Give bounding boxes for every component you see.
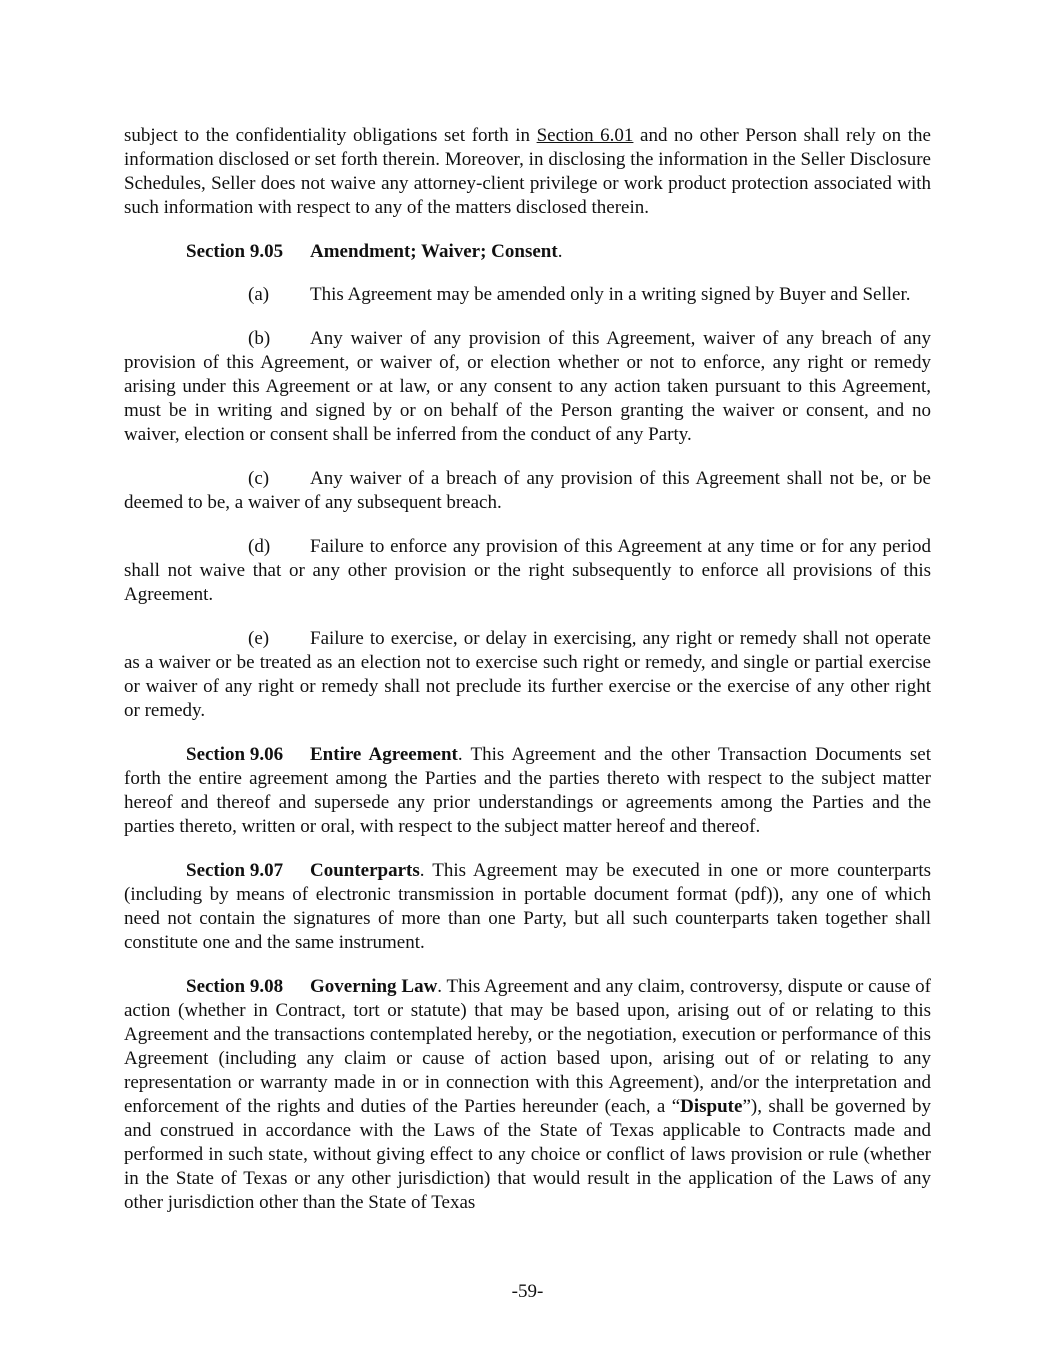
section-text: . This Agreement and any claim, controversy, dispute or cause of action (whether in Contract, tort or statute) that may be based upon, arising out of or relating to this Agreement and the transactions contemplated hereby, or the negotiation, execution or performance of this Agreement (including any claim or cause of action based upon, arising out of or relating to any representation or warranty made in or in connection with this Agreement), and/or the interpretation and enforcement of the rights and duties of the Parties hereunder (each, a “ xyxy=(124,976,931,1117)
clause-a xyxy=(124,283,931,307)
paragraph-text: subject to the confidentiality obligations set forth in xyxy=(124,125,537,146)
section-908 xyxy=(124,975,931,1215)
section-text: . This Agreement and the other Transaction Documents set forth the entire agreement among the Parties and the parties thereto with respect to the subject matter hereof and thereof and supersede any prior understandings or agreements among the Parties and the parties thereto, written or oral, with respect to the subject matter hereof and thereof. xyxy=(124,744,932,837)
clause-d xyxy=(124,535,931,607)
page-number: -59- xyxy=(511,1281,544,1302)
clause-label: (c) xyxy=(248,468,270,489)
clause-label: (d) xyxy=(248,536,271,557)
section-907 xyxy=(124,859,931,955)
clause-b xyxy=(124,327,931,447)
section-number: Section 9.08 xyxy=(186,976,284,997)
section-number: Section 9.06 xyxy=(186,744,284,765)
section-title: Governing Law xyxy=(310,976,438,997)
section-title: Entire Agreement xyxy=(310,744,458,765)
clause-text: Failure to exercise, or delay in exercising, any right or remedy shall not operate as a waiver or be treated as an election not to exercise such right or remedy, and single or partial exercise or waiver of any right or remedy shall not preclude its further exercise or the exercise of any other right or remedy. xyxy=(124,628,931,721)
clause-text: Any waiver of a breach of any provision of this Agreement shall not be, or be deemed to be, a waiver of any subsequent breach. xyxy=(124,468,931,513)
clause-text: Failure to enforce any provision of this Agreement at any time or for any period shall not waive that or any other provision or the right subsequently to enforce all provisions of this Agreement. xyxy=(124,536,931,605)
clause-e xyxy=(124,627,931,723)
section-title: Amendment; Waiver; Consent xyxy=(310,241,558,262)
clause-c xyxy=(124,467,931,515)
clause-label: (e) xyxy=(248,628,270,649)
section-title-period: . xyxy=(557,241,563,262)
document-page xyxy=(124,124,931,1235)
continuation-paragraph xyxy=(124,124,931,220)
section-text: ”), shall be governed by and construed in accordance with the Laws of the State of Texas applicable to Contracts made and performed in such state, without giving effect to any choice or conflict of laws provision or rule (whether in the State of Texas or any other jurisdiction) that would result in the application of the Laws of any other jurisdiction other than the State of Texas xyxy=(124,1096,931,1213)
clause-text: Any waiver of any provision of this Agreement, waiver of any breach of any provision of this Agreement, or waiver of, or election whether or not to enforce, any right or remedy arising under this Agreement or at law, or any consent to any action taken pursuant to this Agreement, must be in writing and signed by or on behalf of the Person granting the waiver or consent, and no waiver, election or consent shall be inferred from the conduct of any Party. xyxy=(124,328,931,445)
section-906 xyxy=(124,743,931,839)
defined-term: Dispute xyxy=(680,1096,743,1117)
section-number: Section 9.05 xyxy=(186,241,284,262)
clause-label: (b) xyxy=(248,328,271,349)
section-text: . This Agreement may be executed in one or more counterparts (including by means of electronic transmission in portable document format (pdf)), any one of which need not contain the signatures of more than one Party, but all such counterparts taken together shall constitute one and the same instrument. xyxy=(124,860,931,953)
section-title: Counterparts xyxy=(310,860,420,881)
section-reference-link: Section 6.01 xyxy=(536,125,634,146)
clause-label: (a) xyxy=(248,284,270,305)
section-number: Section 9.07 xyxy=(186,860,284,881)
section-905-heading xyxy=(124,240,931,264)
paragraph-text: and no other Person shall rely on the information disclosed or set forth therein. Moreover, in disclosing the information in the Seller Disclosure Schedules, Seller does not waive any attorney-client privilege or work product protection associated with such information with respect to any of the matters disclosed therein. xyxy=(124,125,931,218)
clause-text: This Agreement may be amended only in a writing signed by Buyer and Seller. xyxy=(310,284,911,305)
